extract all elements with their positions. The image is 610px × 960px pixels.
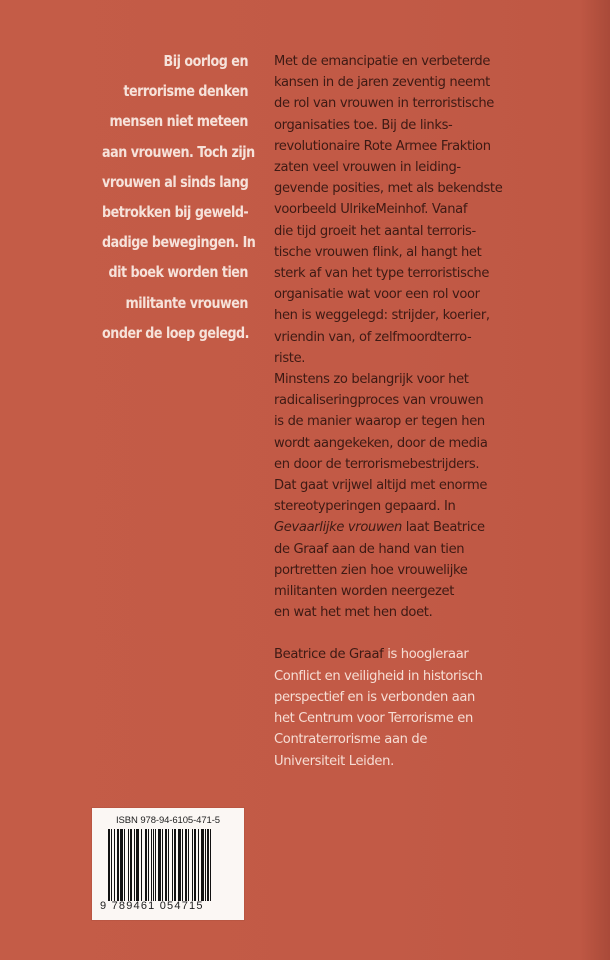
cover-blurb [102, 46, 256, 348]
text-line: gevende posities, met als bekendste [274, 181, 503, 197]
text-line: portretten zien hoe vrouwelijke [274, 562, 468, 578]
isbn-label: ISBN 978-94-6105-471-5 [116, 815, 220, 826]
text-line: wordt aangekeken, door de media [274, 435, 488, 451]
text-line [274, 644, 574, 665]
text-line: en door de terrorismebestrijders. [274, 456, 480, 472]
text-line: Minstens zo belangrijk voor het [274, 372, 469, 388]
blurb-line: dadige bewegingen. In [102, 233, 256, 252]
description-paragraph-1 [274, 51, 574, 369]
text-line: organisaties toe. Bij de links- [274, 117, 453, 133]
text-line: Universiteit Leiden. [274, 753, 394, 769]
isbn-barcode [92, 808, 244, 920]
text-line: revolutionaire Rote Armee Fraktion [274, 138, 491, 154]
text-line: het Centrum voor Terrorisme en [274, 711, 473, 727]
text-line: en wat het met hen doet. [274, 605, 433, 621]
author-name: Beatrice de Graaf [274, 647, 384, 663]
text-line: organisatie wat voor een rol voor [274, 287, 480, 303]
blurb-line: terrorisme denken [123, 82, 248, 101]
text-line: kansen in de jaren zeventig neemt [274, 75, 490, 91]
book-title: Gevaarlijke vrouwen [274, 520, 402, 536]
text-line: Conflict en veiligheid in historisch [274, 668, 483, 684]
text-line: radicaliseringproces van vrouwen [274, 393, 484, 409]
text-line: militanten worden neergezet [274, 584, 455, 600]
text-line: is de manier waarop er tegen hen [274, 414, 485, 430]
text-line: sterk af van het type terroristische [274, 266, 490, 282]
barcode-bars-icon [108, 829, 232, 901]
description-column [274, 51, 574, 772]
text-line: zaten veel vrouwen in leiding- [274, 160, 461, 176]
blurb-line: onder de loep gelegd. [102, 323, 249, 342]
author-bio [274, 644, 574, 771]
text-fragment: laat Beatrice [401, 520, 485, 536]
blurb-line: Bij oorlog en [163, 52, 248, 70]
spacer [274, 623, 574, 644]
blurb-line: betrokken bij geweld- [102, 203, 249, 222]
description-paragraph-2 [274, 369, 574, 623]
blurb-line: dit boek worden tien [108, 263, 249, 282]
text-line: perspectief en is verbonden aan [274, 689, 476, 705]
text-line: die tijd groeit het aantal terroris- [274, 223, 476, 239]
ean-digits: 9 789461 054715 [100, 900, 204, 912]
text-line: hen is weggelegd: strijder, koerier, [274, 308, 490, 324]
text-line: voorbeeld UlrikeMeinhof. Vanaf [274, 202, 468, 218]
blurb-line: aan vrouwen. Toch zijn [102, 142, 255, 161]
text-line: Contraterrorisme aan de [274, 732, 428, 748]
blurb-line: vrouwen al sinds lang [102, 172, 249, 191]
text-line [274, 517, 574, 538]
blurb-line: militante vrouwen [125, 293, 248, 312]
blurb-line: mensen niet meteen [109, 112, 248, 131]
text-fragment: is hoogleraar [383, 647, 469, 663]
text-line: stereotyperingen gepaard. In [274, 499, 456, 515]
text-line: Met de emancipatie en verbeterde [274, 54, 491, 69]
text-line: vriendin van, of zelfmoordterro- [274, 329, 472, 345]
text-line: tische vrouwen flink, al hangt het [274, 244, 482, 260]
text-line: de Graaf aan de hand van tien [274, 541, 465, 557]
text-line: Dat gaat vrijwel altijd met enorme [274, 478, 488, 494]
text-line: riste. [274, 350, 306, 366]
text-line: de rol van vrouwen in terroristische [274, 96, 494, 112]
